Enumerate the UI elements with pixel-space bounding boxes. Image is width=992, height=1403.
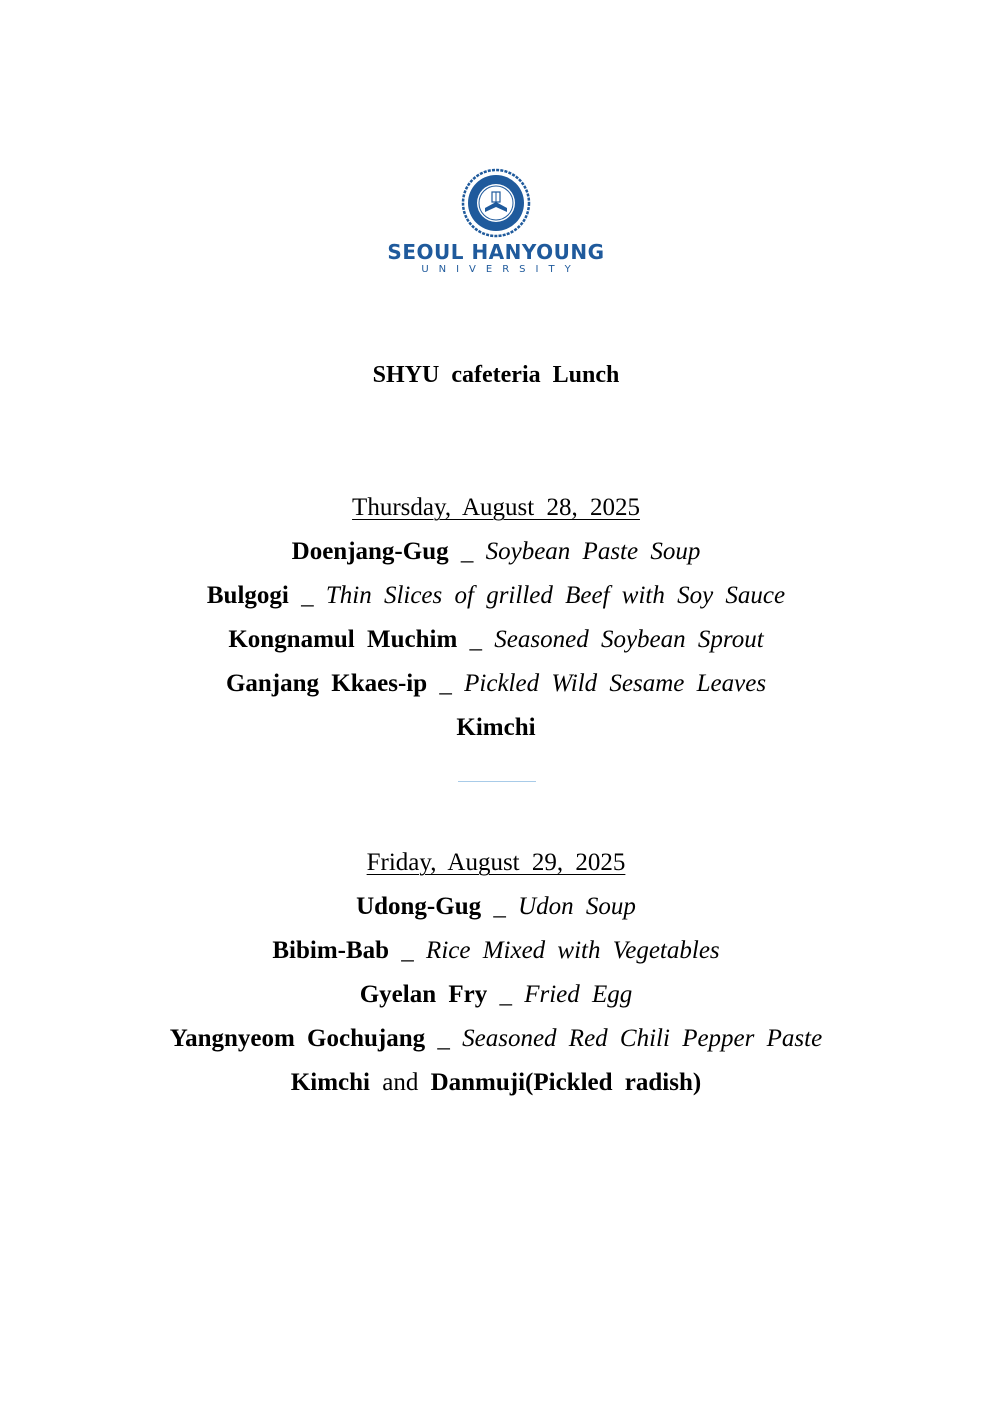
menu-item: [0, 706, 992, 750]
menu-item-english: Soybean Paste Soup: [485, 538, 701, 565]
menu-item-english: Thin Slices of grilled Beef with Soy Sauce: [325, 582, 786, 609]
menu-item: [0, 530, 992, 574]
menu-item-separator: _: [499, 981, 512, 1008]
logo-subtitle: UNIVERSITY: [421, 264, 581, 275]
menu-item: [0, 885, 992, 929]
menu-item-separator: _: [401, 937, 414, 964]
menu-item: [0, 618, 992, 662]
menu-item-korean: Kongnamul Muchim: [228, 626, 458, 653]
menu-item-korean: Kimchi: [290, 1069, 370, 1096]
menu-item-english: Udon Soup: [518, 893, 636, 920]
menu-item-separator: _: [469, 626, 483, 653]
logo-wordmark: SEOUL HANYOUNG: [387, 240, 605, 264]
menu-item-conjunction: and: [382, 1069, 419, 1096]
day-section-thursday: [0, 486, 992, 750]
day-section-friday: [0, 841, 992, 1105]
menu-item-separator: _: [493, 893, 506, 920]
menu-item-english: Fried Egg: [524, 981, 633, 1008]
day-date: Friday, August 29, 2025: [366, 849, 626, 876]
menu-item-korean: Bibim-Bab: [272, 937, 390, 964]
menu-item: [0, 1061, 992, 1105]
menu-item: [0, 929, 992, 973]
menu-item-korean: Bulgogi: [206, 582, 289, 609]
menu-item-korean: Udong-Gug: [356, 893, 482, 920]
menu-item-korean: Yangnyeom Gochujang: [169, 1025, 426, 1052]
university-logo: [0, 168, 992, 276]
menu-item-english: Seasoned Soybean Sprout: [494, 626, 764, 653]
menu-item-korean: Ganjang Kkaes-ip: [225, 670, 428, 697]
menu-item-separator: _: [437, 1025, 450, 1052]
menu-item-separator: _: [301, 582, 314, 609]
menu-item-english: Pickled Wild Sesame Leaves: [464, 670, 767, 697]
university-seal-icon: [461, 168, 531, 238]
menu-item: [0, 574, 992, 618]
page-title: SHYU cafeteria Lunch: [372, 362, 620, 388]
menu-item: [0, 662, 992, 706]
menu-item-korean: Doenjang-Gug: [291, 538, 449, 565]
menu-item: [0, 973, 992, 1017]
menu-item: [0, 1017, 992, 1061]
section-divider: [458, 781, 536, 782]
menu-item-korean: Kimchi: [456, 714, 536, 741]
menu-item-korean-second: Danmuji(Pickled radish): [430, 1069, 702, 1096]
menu-item-separator: _: [460, 538, 474, 565]
menu-item-separator: _: [439, 670, 452, 697]
menu-item-english: Seasoned Red Chili Pepper Paste: [462, 1025, 823, 1052]
menu-item-korean: Gyelan Fry: [359, 981, 488, 1008]
menu-item-english: Rice Mixed with Vegetables: [426, 937, 720, 964]
day-date: Thursday, August 28, 2025: [352, 494, 640, 521]
